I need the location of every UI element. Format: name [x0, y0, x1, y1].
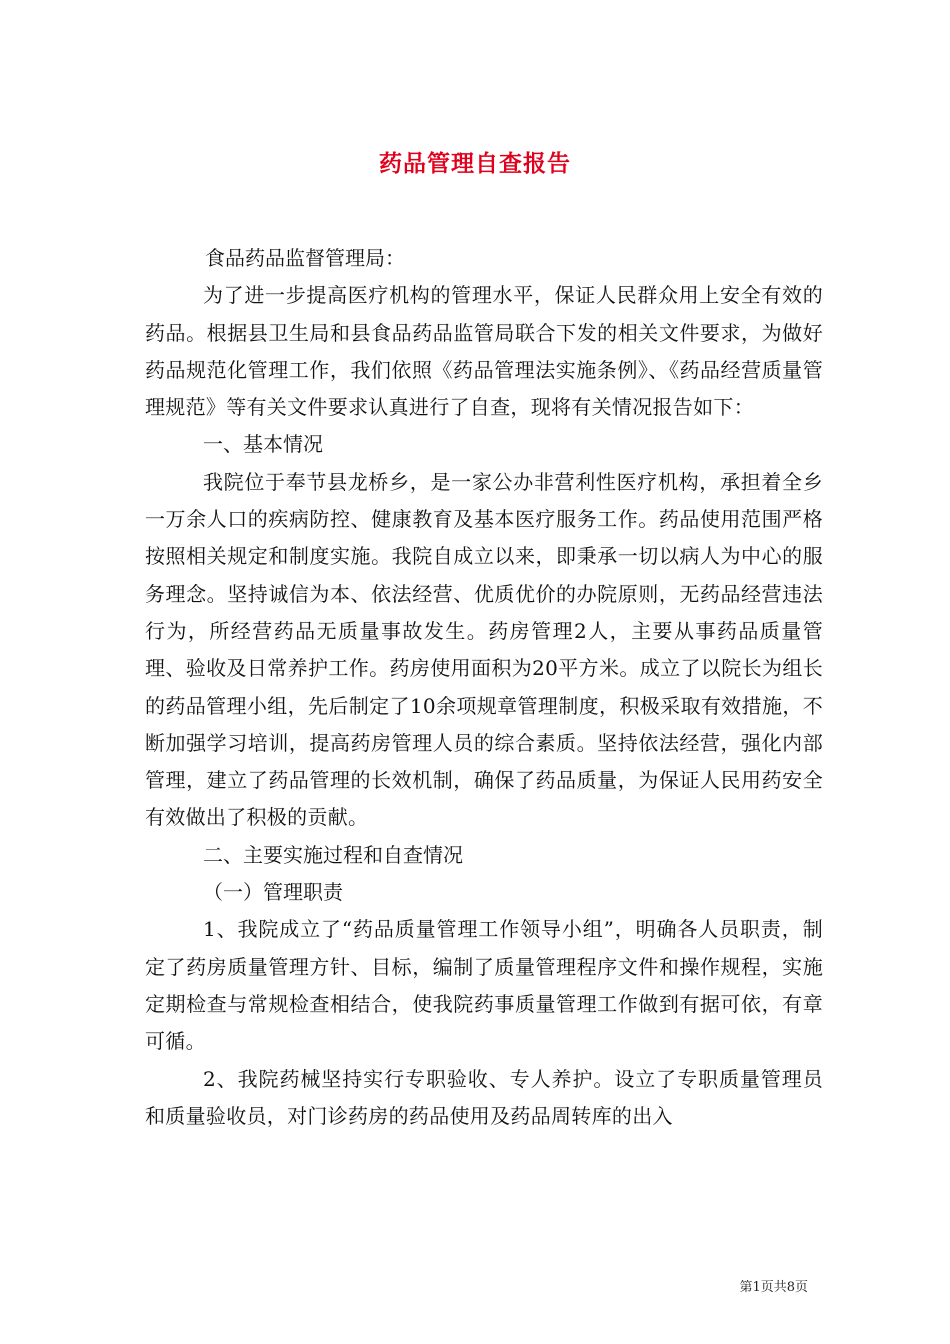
section-heading-basic-situation: 一、基本情况 [203, 432, 323, 457]
page-number: 第1页共8页 [739, 1280, 808, 1295]
basic-situation-paragraph: 我院位于奉节县龙桥乡，是一家公办非营利性医疗机构，承担着全乡一万余人口的疾病防控、健康教育及基本医疗服务工作。药品使用范围严格按照相关规定和制度实施。我院自成立以来，即秉承一切以病人为中心的服务理念。坚持诚信为本、依法经营、优质优价的办院原则，无药品经营违法行为，所经营药品无质量事故发生。药房管理2人，主要从事药品质量管理、验收及日常养护工作。药房使用面积为20平方米。成立了以院长为组长的药品管理小组，先后制定了10余项规章管理制度，积极采取有效措施，不断加强学习培训，提高药房管理人员的综合素质。坚持依法经营，强化内部管理，建立了药品管理的长效机制，确保了药品质量，为保证人民用药安全有效做出了积极的贡献。 [145, 469, 823, 830]
intro-paragraph: 为了进一步提高医疗机构的管理水平，保证人民群众用上安全有效的药品。根据县卫生局和县食品药品监管局联合下发的相关文件要求，为做好药品规范化管理工作，我们依照《药品管理法实施条例》、《药品经营质量管理规范》等有关文件要求认真进行了自查，现将有关情况报告如下： [145, 283, 823, 420]
salutation: 食品药品监督管理局： [205, 246, 405, 270]
item-1-paragraph: 1、我院成立了“药品质量管理工作领导小组”，明确各人员职责，制定了药房质量管理方针、目标，编制了质量管理程序文件和操作规程，实施定期检查与常规检查相结合，使我院药事质量管理工作做到有据可依，有章可循。 [145, 917, 823, 1054]
subsection-heading-management-duties: （一）管理职责 [203, 880, 343, 905]
item-2-paragraph: 2、我院药械坚持实行专职验收、专人养护。设立了专职质量管理员和质量验收员，对门诊药房的药品使用及药品周转库的出入 [145, 1066, 823, 1128]
section-heading-implementation: 二、主要实施过程和自查情况 [203, 842, 463, 867]
document-body [145, 240, 823, 1135]
document-title: 药品管理自查报告 [379, 150, 571, 178]
